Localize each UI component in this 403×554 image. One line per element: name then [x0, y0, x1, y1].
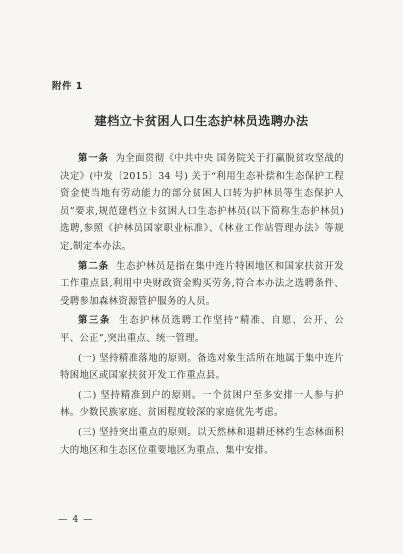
principle-item-1 — [60, 350, 344, 385]
article-number: 第一条 — [78, 153, 109, 164]
paragraph-article-1 — [60, 150, 344, 256]
paragraph-text: 生态护林员是指在集中连片特困地区和国家扶贫开发工作重点县,利用中央财政资金购买劳务,符合本办法之选聘条件、受聘参加森林资源管护服务的人员。 — [60, 260, 344, 307]
article-number: 第二条 — [78, 260, 110, 272]
paragraph-text: 为全面贯彻《中共中央 国务院关于打赢脱贫攻坚战的决定》(中发〔2015〕34 号) 关于“利用生态补偿和生态保护工程资金使当地有劳动能力的部分贫困人口转为护林员等生态保护人员”要求,规范建档立卡贫困人口生态护林员(以下简称生态护林员) 选聘,参照《护林员国家职业标准》、《林业工作站管理办法》等规定,制定本办法。 — [60, 153, 344, 252]
document-body — [60, 150, 344, 461]
attachment-label: 附件 1 — [52, 81, 83, 92]
article-number: 第三条 — [78, 315, 111, 327]
principle-item-3 — [60, 424, 344, 459]
paragraph-article-2 — [60, 258, 344, 311]
paragraph-text: (一) 坚持精准落地的原则。备选对象生活所在地属于集中连片特困地区或国家扶贫开发工作重点县。 — [60, 352, 344, 382]
paragraph-article-3 — [60, 312, 344, 347]
page-number: — 4 — — [58, 514, 94, 525]
paragraph-text: (二) 坚持精准到户的原则。一个贫困户至多安排一人参与护林。少数民族家庭、贫困程度较深的家庭优先考虑。 — [60, 389, 344, 419]
principle-item-2 — [60, 387, 344, 422]
paragraph-text: (三) 坚持突出重点的原则。以天然林和退耕还林约生态林面积大的地区和生态区位重要地区为重点、集中安排。 — [60, 426, 344, 456]
paragraph-text: 生态护林员选聘工作坚持“精准、自愿、公开、公平、公正”,突出重点、统一管理。 — [60, 315, 344, 344]
document-title: 建档立卡贫困人口生态护林员选聘办法 — [94, 114, 309, 128]
